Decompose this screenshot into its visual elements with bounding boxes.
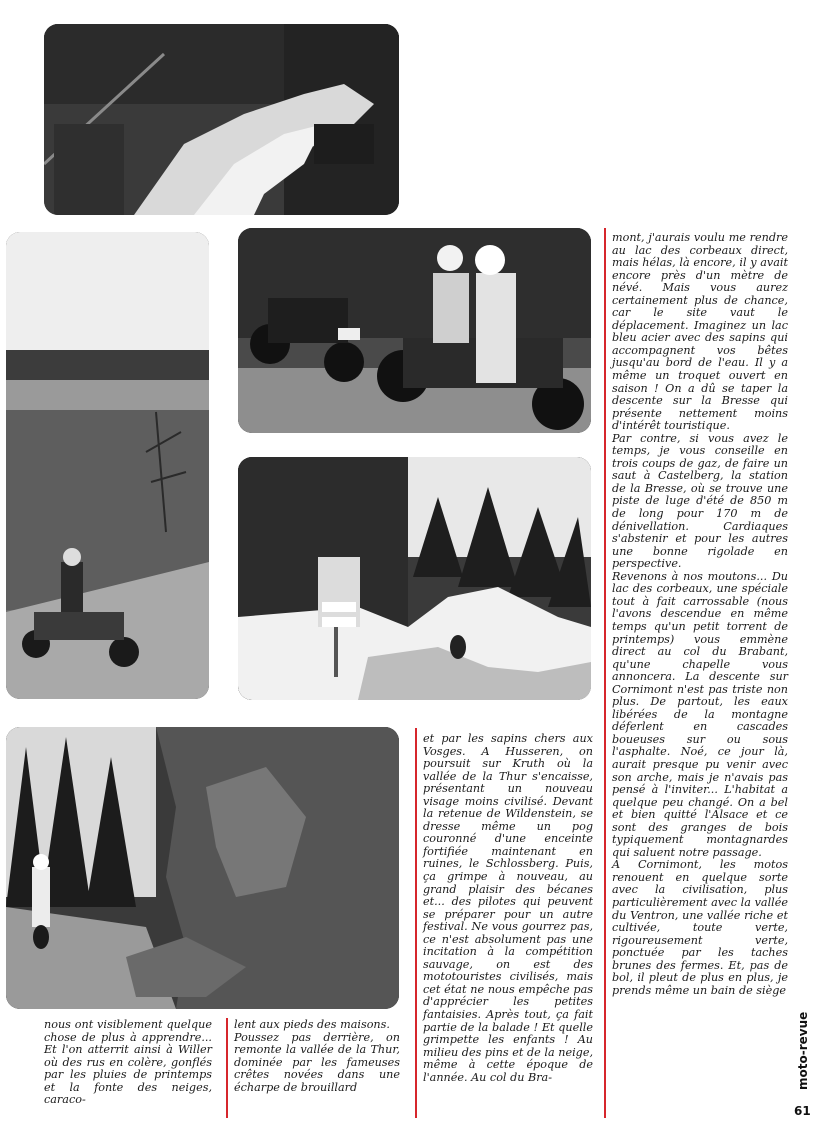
right-paragraph-3: Revenons à nos moutons... Du lac des corbeaux, une spéciale tout à fait carrossable (nous l'avons descendue en même temps qu'un petit torrent de printemps) vous emmène direct au col du Brabant, qu'une chapelle vous annoncera. La descente sur Cornimont n'est pas triste non plus. De partout, les eaux libérées de la montagne déferlent en cascades boueuses sur ou sous l'asphalte. Noé, ce jour là, aurait presque pu venir avec son arche, mais je n'avais pas pensé à l'inviter... L'habitat a quelque peu changé. On a bel et bien quitté l'Alsace et ce sont des granges de bois typiquement montagnardes qui saluent notre passage. xyxy=(612,569,788,859)
photo-snow-signpost xyxy=(238,457,591,700)
snow-signpost-image xyxy=(238,457,591,700)
bottom-left-column xyxy=(44,1019,212,1107)
bottom-center-column xyxy=(234,1019,400,1094)
photo-rockface-rider xyxy=(6,727,399,1009)
bottom-left-paragraph-1: nous ont visiblement quelque chose de plus à apprendre... Et l'on atterrit ainsi à Willer où des rus en colère, gonflés par les pluies de printemps et la fonte des neiges, caraco- xyxy=(44,1018,212,1107)
right-column-rule xyxy=(604,228,606,1118)
bottom-center-paragraph-2: Poussez pas derrière, on remonte la vallée de la Thur, dominée par les fameuses crêtes novées dans une écharpe de brouillard xyxy=(234,1030,400,1094)
magazine-name: moto-revue xyxy=(796,1011,810,1090)
right-paragraph-4: A Cornimont, les motos renouent en quelque sorte avec la civilisation, plus particulièrement avec la vallée du Ventron, une vallée riche et cultivée, toute verte, rigoureusement verte, ponctuée par les taches brunes des fermes. Et, pas de bol, il pleut de plus en plus, je prends même un bain de siège xyxy=(612,858,788,997)
middle-column xyxy=(423,733,593,1084)
field-rider-image xyxy=(6,232,209,699)
photo-two-riders xyxy=(238,228,591,433)
page-number: 61 xyxy=(794,1104,811,1118)
photo-waterfall xyxy=(44,24,399,215)
bottom-center-paragraph-1: lent aux pieds des maisons. xyxy=(234,1018,390,1031)
two-riders-image xyxy=(238,228,591,433)
right-paragraph-2: Par contre, si vous avez le temps, je vous conseille en trois coups de gaz, de faire un saut à Castelberg, la station de la Bresse, où se trouve une piste de luge d'été de 850 m de long pour 170 m de dénivellation. Cardiaques s'abstenir et pour les autres une bonne rigolade en perspective. xyxy=(612,431,788,571)
bottom-center-rule xyxy=(226,1018,228,1118)
right-paragraph-1: mont, j'aurais voulu me rendre au lac des corbeaux direct, mais hélas, là encore, il y avait encore près d'un mètre de névé. Mais vous aurez certainement plus de chance, car le site vaut le déplacement. Imaginez un lac bleu acier avec des sapins qui accompagnent vos bêtes jusqu'au bord de l'eau. Il y a même un troquet ouvert en saison ! On a dû se taper la descente sur la Bresse qui présente nettement moins d'intérêt touristique. xyxy=(612,231,788,433)
rockface-rider-image xyxy=(6,727,399,1009)
photo-field-rider xyxy=(6,232,209,699)
middle-column-rule xyxy=(415,728,417,1118)
right-column xyxy=(612,232,788,997)
waterfall-image xyxy=(44,24,399,215)
middle-paragraph-1: et par les sapins chers aux Vosges. A Husseren, on poursuit sur Kruth où la vallée de la Thur s'encaisse, présentant un nouveau visage moins civilisé. Devant la retenue de Wildenstein, se dresse même un pog couronné d'une enceinte fortifiée maintenant en ruines, le Schlossberg. Puis, ça grimpe à nouveau, au grand plaisir des bécanes et... des pilotes qui peuvent se préparer pour un autre festival. Ne vous gourrez pas, ce n'est absolument pas une incitation à la compétition sauvage, on est des mototouristes civilisés, mais cet état ne nous empêche pas d'apprécier les petites fantaisies. Après tout, ça fait partie de la balade ! Et quelle grimpette les enfants ! Au milieu des pins et de la neige, même à cette époque de l'année. Au col du Bra- xyxy=(423,732,593,1084)
